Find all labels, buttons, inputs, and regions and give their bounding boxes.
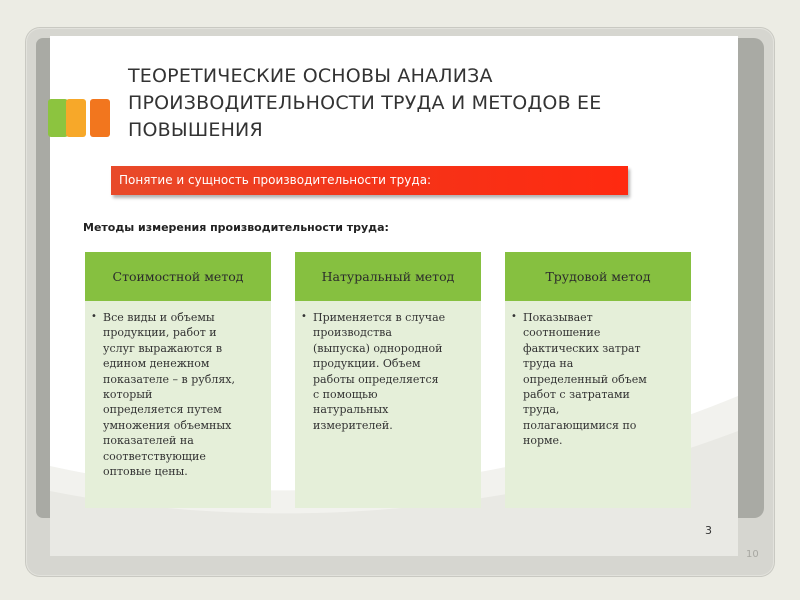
method-card-labor — [505, 252, 691, 508]
card-header-label: Натуральный метод — [321, 269, 455, 284]
method-card-natural — [295, 252, 481, 508]
accent-block-yellow — [66, 99, 86, 137]
card-body — [511, 310, 689, 449]
card-body — [301, 310, 479, 433]
card-header — [85, 252, 271, 301]
card-header-label: Трудовой метод — [545, 269, 651, 284]
frame-right-bar — [738, 38, 764, 518]
card-text: Все виды и объемы продукции, работ и услуг выражаются в едином денежном показателе – в рублях, который определяется путем умножения объемных показателей на соответствующие оптовые цены. — [103, 311, 235, 479]
bullet-icon: • — [301, 311, 307, 322]
card-text: Показывает соотношение фактических затрат труда на определенный объем работ с затратами труда, полагающимися по норме. — [523, 311, 647, 448]
accent-block-green — [48, 99, 68, 137]
page-number: 3 — [705, 524, 712, 537]
slide-number: 10 — [746, 549, 759, 560]
card-header-label: Стоимостной метод — [112, 269, 244, 284]
card-header — [295, 252, 481, 301]
bullet-icon: • — [91, 311, 97, 322]
card-text: Применяется в случае производства (выпуска) однородной продукции. Объем работы определяется с помощью натуральных измерителей. — [313, 311, 446, 432]
methods-heading: Методы измерения производительности труда: — [83, 221, 389, 234]
subtitle-text: Понятие и сущность производительности труда: — [119, 173, 432, 187]
card-header — [505, 252, 691, 301]
card-body — [91, 310, 269, 479]
subtitle-banner — [111, 166, 628, 195]
accent-block-orange — [90, 99, 110, 137]
slide-title: ТЕОРЕТИЧЕСКИЕ ОСНОВЫ АНАЛИЗА ПРОИЗВОДИТЕЛЬНОСТИ ТРУДА И МЕТОДОВ ЕЕ ПОВЫШЕНИЯ — [128, 65, 602, 141]
method-card-cost — [85, 252, 271, 508]
bullet-icon: • — [511, 311, 517, 322]
